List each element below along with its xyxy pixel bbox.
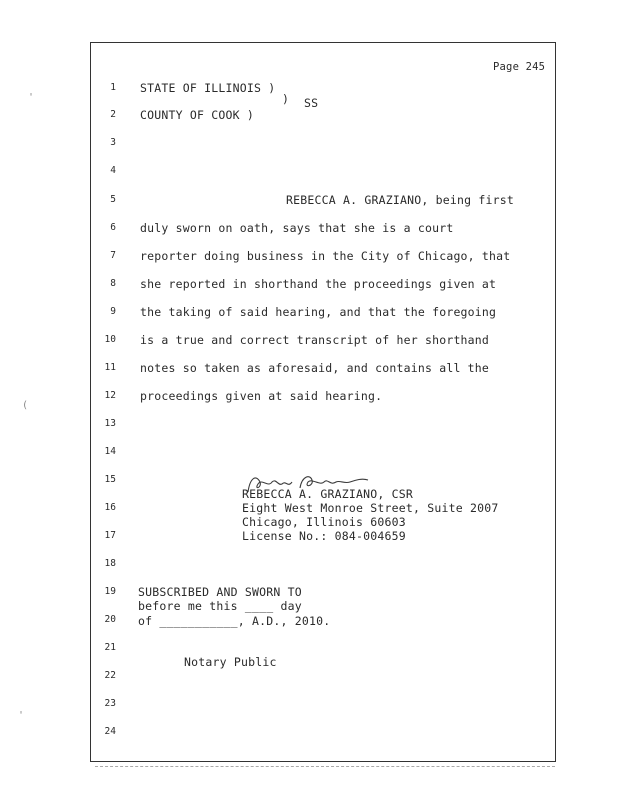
line-number: 7 <box>110 250 116 261</box>
reporter-name: REBECCA A. GRAZIANO, CSR <box>242 487 413 501</box>
scan-speck: ( <box>22 400 29 411</box>
scan-speck: ' <box>18 710 25 721</box>
notary-year-line: of ___________, A.D., 2010. <box>138 614 331 628</box>
line-number: 15 <box>104 474 116 485</box>
reporter-license: License No.: 084-004659 <box>242 529 406 543</box>
body-line: duly sworn on oath, says that she is a court <box>140 221 454 235</box>
line-number: 19 <box>104 586 116 597</box>
line-number: 16 <box>104 502 116 513</box>
line-number: 11 <box>104 362 116 373</box>
body-line: the taking of said hearing, and that the foregoing <box>140 305 497 319</box>
body-line: REBECCA A. GRAZIANO, being first <box>286 193 514 207</box>
line-number: 22 <box>104 670 116 681</box>
line-number: 9 <box>110 306 116 317</box>
line-number: 23 <box>104 698 116 709</box>
line-number: 24 <box>104 726 116 737</box>
body-line: notes so taken as aforesaid, and contains all the <box>140 361 490 375</box>
line-number: 2 <box>110 109 116 120</box>
notary-public-label: Notary Public <box>184 655 277 669</box>
line-number: 21 <box>104 642 116 653</box>
body-line: reporter doing business in the City of Chicago, that <box>140 249 511 263</box>
page-number: Page 245 <box>493 61 546 73</box>
line-number: 18 <box>104 558 116 569</box>
body-line: is a true and correct transcript of her shorthand <box>140 333 490 347</box>
line-number: 3 <box>110 137 116 148</box>
scan-speck: ' <box>28 92 35 103</box>
body-line: she reported in shorthand the proceedings given at <box>140 277 497 291</box>
line-number: 17 <box>104 530 116 541</box>
line-number: 4 <box>110 165 116 176</box>
body-line: proceedings given at said hearing. <box>140 389 383 403</box>
line-number: 14 <box>104 446 116 457</box>
caption-state: STATE OF ILLINOIS ) <box>140 81 276 95</box>
line-number: 5 <box>110 194 116 205</box>
line-number: 13 <box>104 418 116 429</box>
notary-day-line: before me this ____ day <box>138 599 302 613</box>
line-number: 20 <box>104 614 116 625</box>
line-number: 8 <box>110 278 116 289</box>
notary-subscribed: SUBSCRIBED AND SWORN TO <box>138 585 302 599</box>
line-number: 12 <box>104 390 116 401</box>
reporter-address: Eight West Monroe Street, Suite 2007 <box>242 501 499 515</box>
scan-edge-noise <box>95 764 555 767</box>
caption-ss: SS <box>304 96 319 110</box>
caption-county: COUNTY OF COOK ) <box>140 108 254 122</box>
caption-bracket: ) <box>282 92 290 106</box>
reporter-city: Chicago, Illinois 60603 <box>242 515 406 529</box>
line-number: 6 <box>110 222 116 233</box>
line-number: 10 <box>104 334 116 345</box>
line-number: 1 <box>110 82 116 93</box>
